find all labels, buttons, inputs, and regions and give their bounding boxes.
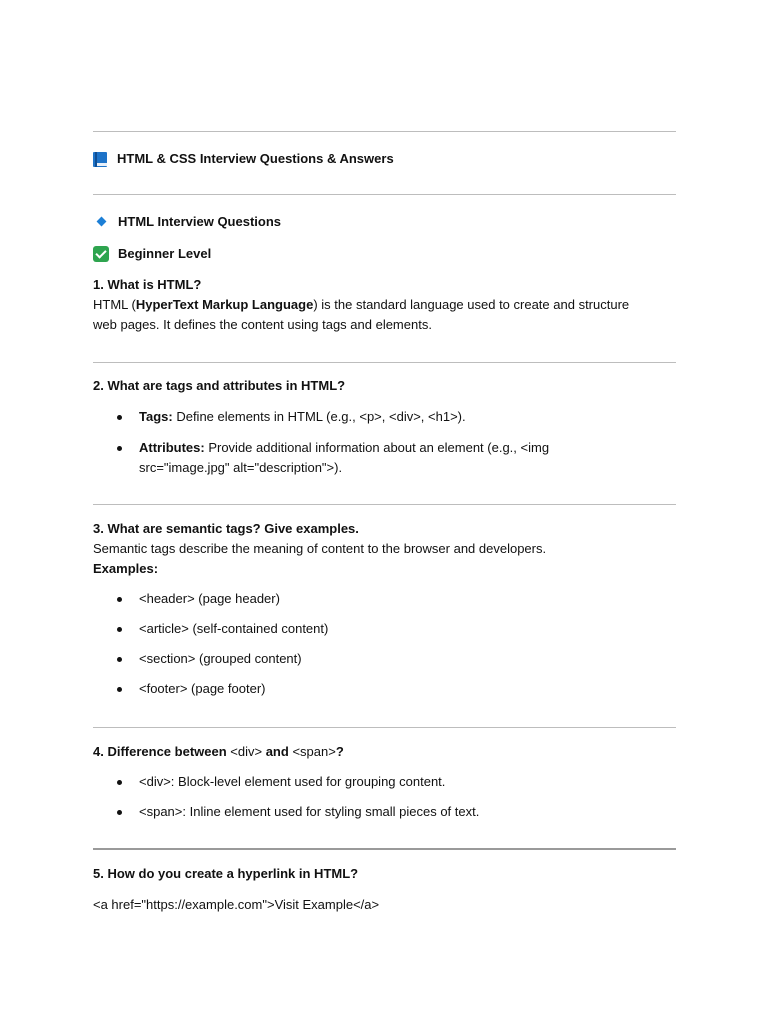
list-item: <article> (self-contained content) <box>93 619 676 639</box>
question-1-answer: HTML (HyperText Markup Language) is the standard language used to create and structure web pages. It defines the content using tags and elements. <box>93 297 630 332</box>
list-item: <header> (page header) <box>93 589 676 609</box>
section-title-text: HTML Interview Questions <box>118 214 282 229</box>
list-item: Tags: Define elements in HTML (e.g., <p>, <div>, <h1>). <box>93 407 676 427</box>
divider <box>93 848 676 850</box>
list-item: <span>: Inline element used for styling small pieces of text. <box>93 802 676 822</box>
list-item: Attributes: Provide additional information about an element (e.g., <img src="image.jpg" alt="description">). <box>93 438 676 478</box>
divider <box>93 362 676 363</box>
question-2 <box>93 376 676 478</box>
question-1 <box>93 275 676 335</box>
list-item: <footer> (page footer) <box>93 679 676 699</box>
question-4 <box>93 742 676 822</box>
list-item: <div>: Block-level element used for grouping content. <box>93 772 676 792</box>
question-5-code: <a href="https://example.com">Visit Example</a> <box>93 897 380 912</box>
level-title <box>93 244 676 264</box>
list-item: <section> (grouped content) <box>93 649 676 669</box>
question-3-description: Semantic tags describe the meaning of content to the browser and developers. <box>93 541 547 556</box>
divider <box>93 131 676 132</box>
question-3-list <box>93 589 676 699</box>
section-title <box>93 212 676 232</box>
question-3 <box>93 519 676 699</box>
question-5 <box>93 864 676 915</box>
blue-diamond-icon <box>93 215 109 229</box>
question-4-list <box>93 772 676 822</box>
check-mark-icon <box>93 246 109 262</box>
level-title-text: Beginner Level <box>118 246 212 261</box>
question-2-heading: 2. What are tags and attributes in HTML? <box>93 378 346 393</box>
question-3-heading: 3. What are semantic tags? Give examples. <box>93 521 359 536</box>
book-icon <box>93 152 107 167</box>
doc-title <box>93 149 676 169</box>
doc-title-text: HTML & CSS Interview Questions & Answers <box>117 151 394 166</box>
question-1-heading: 1. What is HTML? <box>93 277 202 292</box>
question-2-list <box>93 407 676 478</box>
question-5-heading: 5. How do you create a hyperlink in HTML? <box>93 866 359 881</box>
divider <box>93 504 676 505</box>
examples-label: Examples: <box>93 561 159 576</box>
question-4-heading: 4. Difference between <div> and <span>? <box>93 744 344 759</box>
divider <box>93 194 676 195</box>
divider <box>93 727 676 728</box>
